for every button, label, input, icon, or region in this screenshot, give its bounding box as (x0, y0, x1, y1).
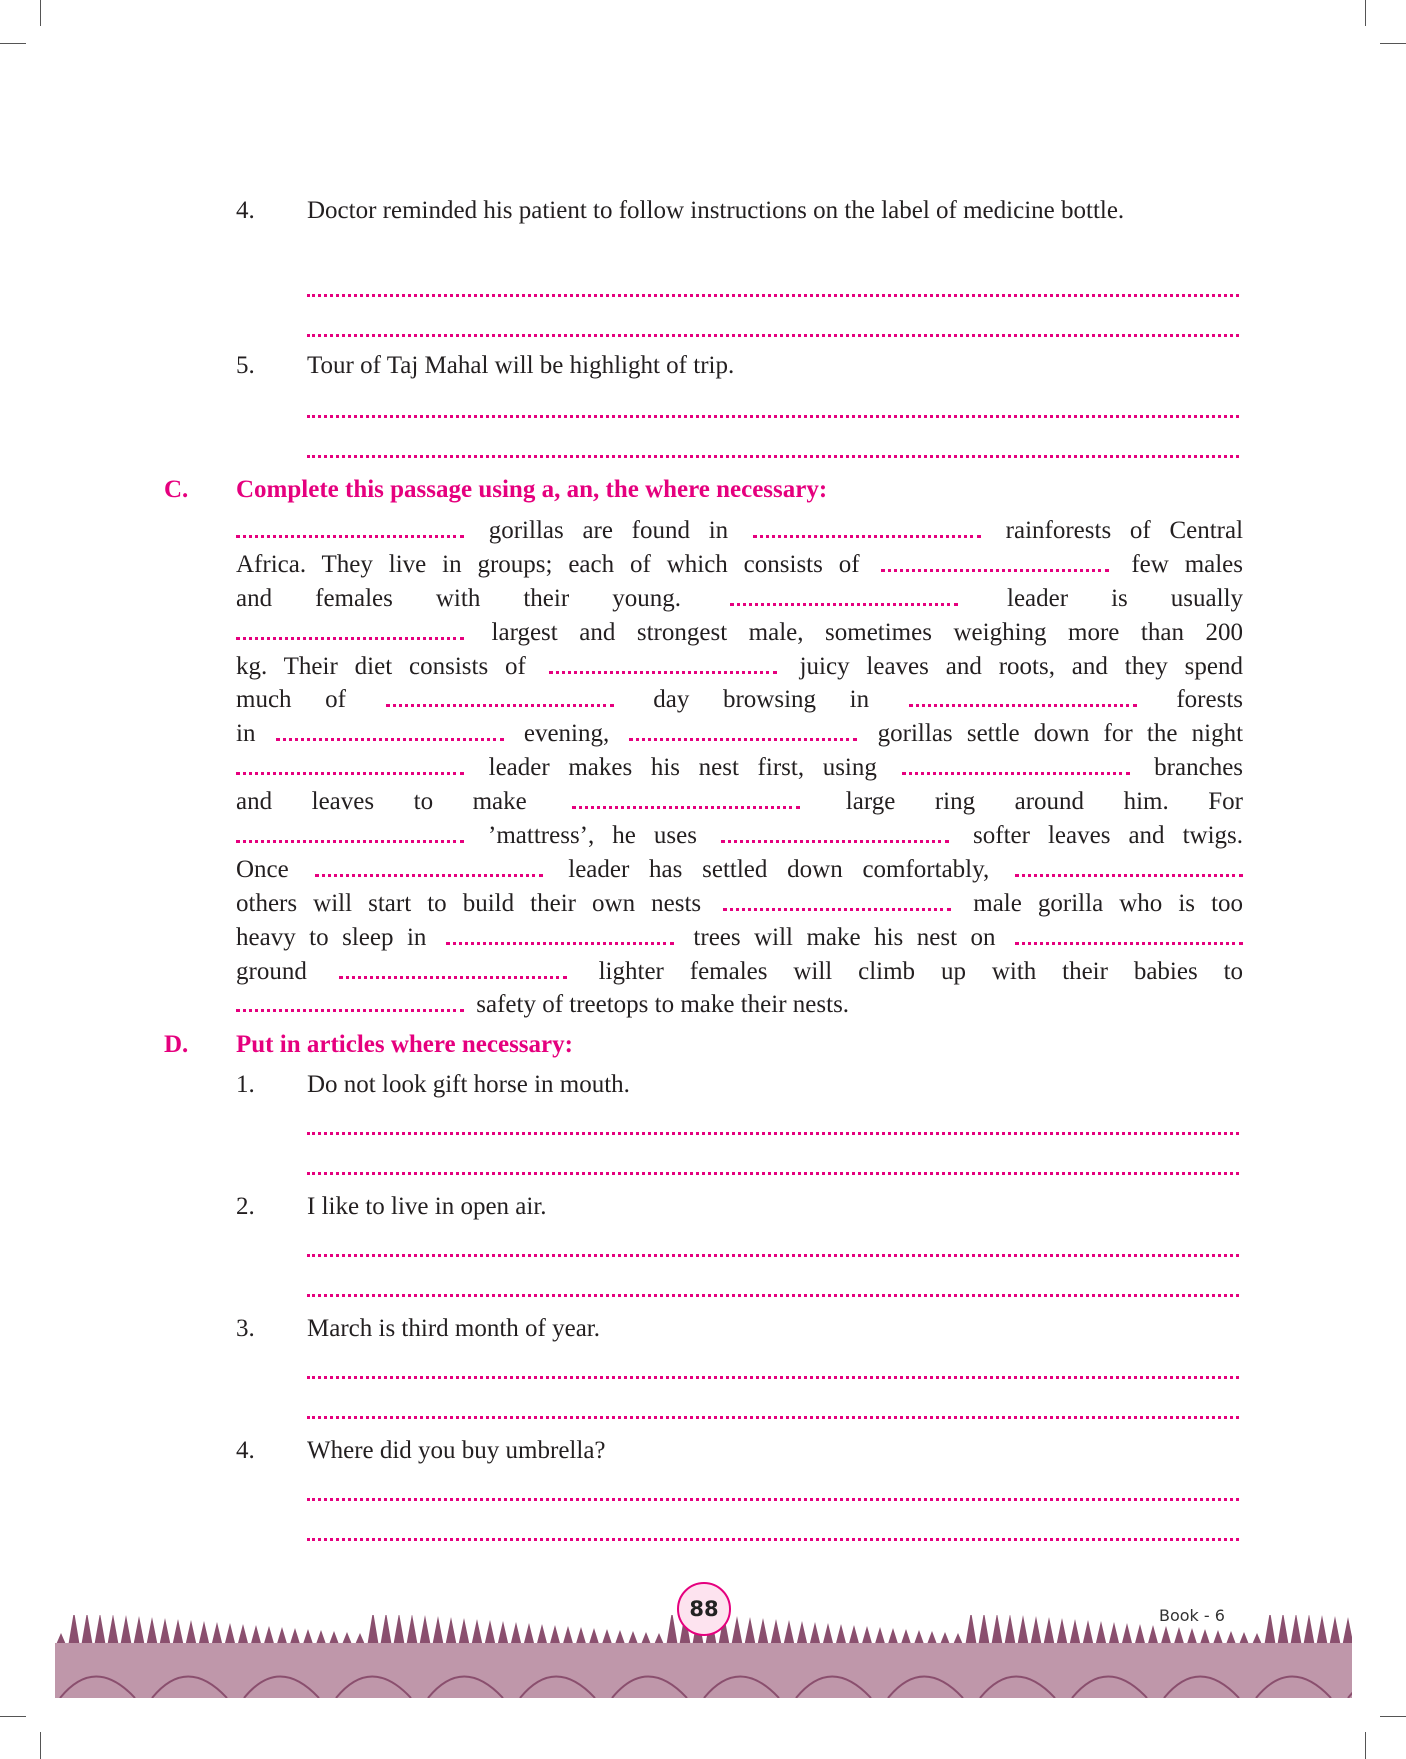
passage-text: leader is usually (1007, 584, 1244, 612)
passage-line (236, 650, 1243, 684)
passage-text: in (236, 720, 256, 748)
tree-icon (1264, 1615, 1276, 1647)
tree-icon (731, 1616, 743, 1647)
tree-icon (965, 1615, 977, 1647)
passage-line (236, 853, 1243, 887)
question-number: 5. (236, 352, 255, 379)
tree-icon (666, 1615, 678, 1647)
tree-icon (1030, 1616, 1042, 1647)
passage-text: kg. Their diet consists of (236, 652, 526, 680)
tree-icon (1303, 1615, 1315, 1647)
tree-icon (1329, 1616, 1341, 1647)
tree-icon (1290, 1615, 1302, 1647)
tree-icon (1277, 1615, 1289, 1647)
tree-icon (1056, 1618, 1068, 1647)
passage-text: others will start to build their own nests (236, 889, 702, 917)
fill-in-blank[interactable] (1015, 938, 1243, 945)
passage-text: ground (236, 957, 307, 985)
tree-icon (159, 1618, 171, 1647)
tree-icon (471, 1619, 483, 1647)
tree-icon (1316, 1615, 1328, 1647)
passage-text: juicy leaves and roots, and they spend (799, 652, 1243, 680)
passage-text: ’mattress’, he uses (488, 822, 697, 850)
hill-band (55, 1643, 1352, 1698)
tree-icon (1069, 1619, 1081, 1647)
crop-mark (1365, 1732, 1366, 1759)
fill-in-blank[interactable] (629, 734, 857, 741)
passage-text: and females with their young. (236, 584, 681, 612)
tree-icon (978, 1615, 990, 1647)
fill-in-blank[interactable] (236, 836, 464, 843)
question-text: Doctor reminded his patient to follow instructions on the label of medicine bottle. (307, 197, 1125, 224)
fill-in-blank[interactable] (236, 531, 464, 538)
tree-icon (484, 1620, 496, 1647)
tree-icon (419, 1615, 431, 1647)
tree-icon (120, 1615, 132, 1647)
passage-line (236, 582, 1243, 616)
fill-in-blank[interactable] (446, 938, 674, 945)
passage-line (236, 514, 1243, 548)
passage-text: trees will make his nest on (693, 923, 996, 951)
passage-line (236, 887, 1243, 921)
passage-line (236, 616, 1243, 650)
fill-in-blank[interactable] (721, 836, 949, 843)
passage-text: Once (236, 855, 289, 883)
tree-icon (393, 1615, 405, 1647)
passage-line (236, 785, 1243, 819)
question-number: 3. (236, 1315, 255, 1342)
answer-line[interactable] (307, 1538, 1239, 1541)
passage-line (236, 548, 1243, 582)
answer-line[interactable] (307, 1172, 1239, 1175)
tree-icon (1017, 1615, 1029, 1647)
tree-icon (406, 1615, 418, 1647)
passage-text: forests (1176, 686, 1243, 714)
answer-line[interactable] (307, 1254, 1239, 1257)
crop-mark (40, 0, 41, 26)
question-number: 4. (236, 197, 255, 224)
page-number-badge: 88 (677, 1582, 731, 1636)
question-text: I like to live in open air. (307, 1193, 547, 1220)
section-heading: Complete this passage using a, an, the where necessary: (236, 476, 828, 503)
passage-text: day browsing in (653, 686, 870, 714)
tree-icon (432, 1616, 444, 1647)
fill-in-passage (236, 514, 1243, 1022)
answer-line[interactable] (307, 294, 1239, 297)
fill-in-blank[interactable] (386, 700, 614, 707)
tree-icon (367, 1615, 379, 1647)
tree-icon (68, 1615, 80, 1647)
tree-icon (744, 1617, 756, 1647)
tree-icon (1004, 1615, 1016, 1647)
tree-icon (146, 1617, 158, 1647)
passage-text: gorillas are found in (488, 517, 729, 544)
question-text: Do not look gift horse in mouth. (307, 1071, 630, 1098)
passage-text: branches (1154, 754, 1244, 782)
passage-text: rainforests of Central (1005, 517, 1244, 544)
question-number: 2. (236, 1193, 255, 1220)
fill-in-blank[interactable] (549, 667, 777, 674)
tree-icon (991, 1615, 1003, 1647)
fill-in-blank[interactable] (236, 633, 464, 640)
passage-line (236, 955, 1243, 989)
tree-icon (783, 1620, 795, 1647)
passage-line (236, 683, 1243, 717)
answer-line[interactable] (307, 334, 1239, 337)
passage-text: leader makes his nest first, using (488, 754, 877, 782)
tree-icon (1342, 1617, 1352, 1647)
tree-icon (1082, 1620, 1094, 1647)
passage-text: evening, (523, 720, 610, 748)
fill-in-blank[interactable] (723, 904, 951, 911)
tree-icon (757, 1618, 769, 1647)
crop-mark (0, 43, 26, 44)
fill-in-blank[interactable] (276, 734, 504, 741)
answer-line[interactable] (307, 1376, 1239, 1379)
passage-text: few males (1131, 550, 1244, 578)
tree-icon (185, 1620, 197, 1647)
passage-text: gorillas settle down for the night (877, 720, 1244, 748)
tree-icon (458, 1618, 470, 1647)
passage-text: leader has settled down comfortably, (568, 855, 990, 883)
answer-line[interactable] (307, 1416, 1239, 1419)
fill-in-blank[interactable] (315, 870, 543, 877)
tree-icon (133, 1616, 145, 1647)
fill-in-blank[interactable] (909, 700, 1137, 707)
question-text: Tour of Taj Mahal will be highlight of trip. (307, 352, 735, 379)
fill-in-blank[interactable] (236, 1005, 464, 1012)
crop-mark (0, 1716, 26, 1717)
passage-line (236, 988, 1243, 1022)
fill-in-blank[interactable] (1015, 870, 1243, 877)
section-letter: D. (164, 1031, 189, 1058)
passage-text: safety of treetops to make their nests. (476, 991, 850, 1019)
answer-line[interactable] (307, 415, 1239, 418)
passage-text: heavy to sleep in (236, 923, 427, 951)
passage-text: lighter females will climb up with their babies to (598, 957, 1244, 985)
tree-icon (380, 1615, 392, 1647)
fill-in-blank[interactable] (753, 531, 981, 538)
answer-line[interactable] (307, 1132, 1239, 1135)
tree-icon (1043, 1617, 1055, 1647)
section-heading: Put in articles where necessary: (236, 1031, 573, 1058)
tree-icon (172, 1619, 184, 1647)
passage-text: and leaves to make (236, 788, 527, 816)
passage-text: male gorilla who is too (973, 889, 1244, 917)
passage-text: large ring around him. For (845, 788, 1243, 816)
tree-icon (107, 1615, 119, 1647)
fill-in-blank[interactable] (902, 768, 1130, 775)
crop-mark (40, 1732, 41, 1759)
passage-text: softer leaves and twigs. (973, 822, 1244, 850)
fill-in-blank[interactable] (572, 802, 800, 809)
tree-icon (770, 1619, 782, 1647)
crop-mark (1380, 1716, 1406, 1717)
question-number: 4. (236, 1437, 255, 1464)
passage-line (236, 921, 1243, 955)
crop-mark (1365, 0, 1366, 26)
question-text: Where did you buy umbrella? (307, 1437, 606, 1464)
answer-line[interactable] (307, 1498, 1239, 1501)
fill-in-blank[interactable] (730, 599, 958, 606)
fill-in-blank[interactable] (339, 972, 567, 979)
passage-line (236, 819, 1243, 853)
passage-text: much of (236, 686, 346, 714)
tree-icon (445, 1617, 457, 1647)
book-label: Book - 6 (1159, 1606, 1225, 1625)
passage-line (236, 717, 1243, 751)
crop-mark (1380, 43, 1406, 44)
tree-icon (81, 1615, 93, 1647)
fill-in-blank[interactable] (236, 768, 464, 775)
answer-line[interactable] (307, 1294, 1239, 1297)
section-letter: C. (164, 476, 189, 503)
fill-in-blank[interactable] (881, 565, 1109, 572)
question-text: March is third month of year. (307, 1315, 600, 1342)
passage-line (236, 751, 1243, 785)
answer-line[interactable] (307, 455, 1239, 458)
tree-icon (94, 1615, 106, 1647)
passage-text: largest and strongest male, sometimes weighing more than 200 (491, 618, 1243, 646)
question-number: 1. (236, 1071, 255, 1098)
passage-text: Africa. They live in groups; each of which consists of (236, 550, 860, 578)
